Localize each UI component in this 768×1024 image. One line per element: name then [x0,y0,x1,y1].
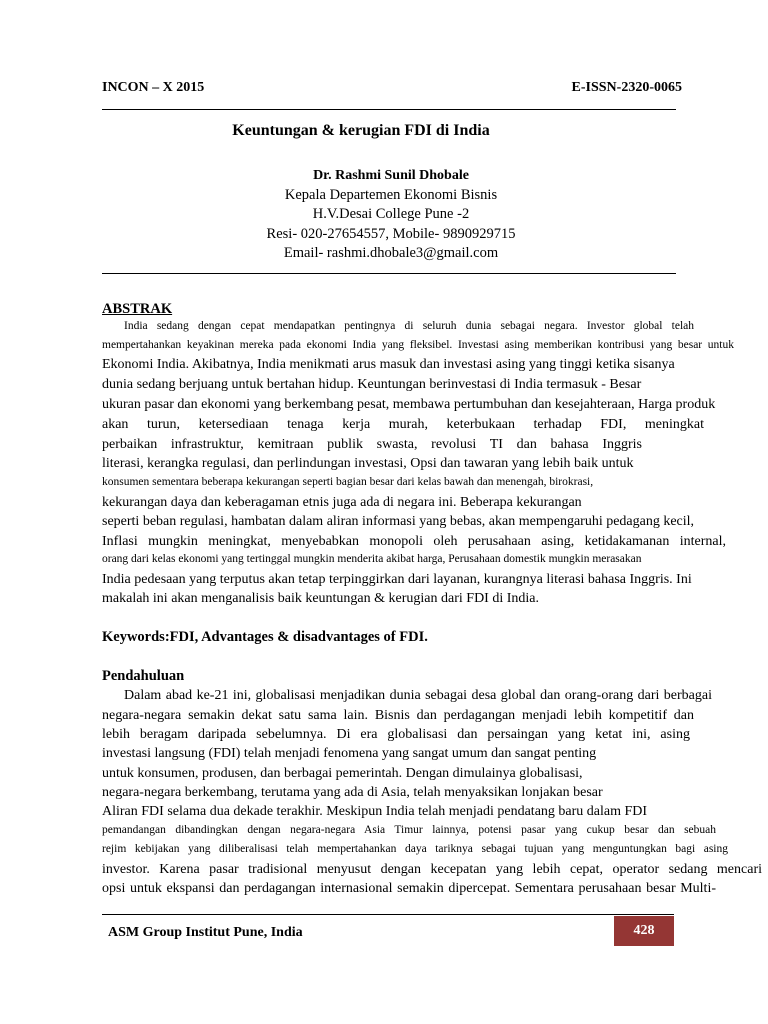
abstract-line: mempertahankan keyakinan mereka pada ekonomi India yang fleksibel. Investasi asing memberikan kontribusi yang besar untuk [102,339,734,351]
abstract-line: literasi, kerangka regulasi, dan perlindungan investasi, Opsi dan tawaran yang lebih baik untuk [102,456,634,471]
header-rule [102,109,676,110]
author-rule [102,273,676,274]
intro-line: negara-negara berkembang, terutama yang ada di Asia, telah menyaksikan lonjakan besar [102,785,603,800]
intro-line: pemandangan dibandingkan dengan negara-negara Asia Timur lainnya, potensi pasar yang cukup besar dan sebuah [102,824,716,836]
intro-line: lebih beragam daripada sebelumnya. Di era globalisasi dan persaingan yang ketat ini, asing [102,727,690,742]
abstract-line: kekurangan daya dan keberagaman etnis juga ada di negara ini. Beberapa kekurangan [102,495,582,510]
abstract-line: perbaikan infrastruktur, kemitraan publik swasta, revolusi TI dan bahasa Inggris [102,437,642,452]
footer-rule [102,914,674,915]
abstract-line: makalah ini akan menganalisis baik keuntungan & kerugian dari FDI di India. [102,591,539,606]
abstract-heading: ABSTRAK [102,301,173,317]
author-institution: H.V.Desai College Pune -2 [312,206,470,222]
abstract-line: Ekonomi India. Akibatnya, India menikmati arus masuk dan investasi asing yang tinggi ketika sisanya [102,357,675,372]
intro-line: investor. Karena pasar tradisional menyusut dengan kecepatan yang lebih cepat, operator sedang mencari [102,862,762,877]
section-heading: Pendahuluan [102,668,185,684]
author-position: Kepala Departemen Ekonomi Bisnis [284,186,498,203]
header-conference: INCON – X 2015 [102,80,205,95]
author-name: Dr. Rashmi Sunil Dhobale [313,168,469,183]
abstract-line: ukuran pasar dan ekonomi yang berkembang pesat, membawa pertumbuhan dan kesejahteraan, Harga produk [102,397,716,412]
intro-line: Dalam abad ke-21 ini, globalisasi menjadikan dunia sebagai desa global dan orang-orang dari berbagai [124,688,712,703]
intro-line: negara-negara semakin dekat satu sama lain. Bisnis dan perdagangan menjadi lebih kompetitif dan [102,708,694,723]
abstract-line: India sedang dengan cepat mendapatkan pentingnya di seluruh dunia sebagai negara. Investor global telah [124,320,694,332]
author-phone: Resi- 020-27654557, Mobile- 9890929715 [266,225,516,242]
author-block [0,166,768,264]
intro-line: opsi untuk ekspansi dan perdagangan internasional semakin dipercepat. Sementara perusahaan besar Multi- [102,881,716,896]
abstract-line: Inflasi mungkin meningkat, menyebabkan monopoli oleh perusahaan asing, ketidakamanan internal, [102,534,726,549]
abstract-line: India pedesaan yang terputus akan tetap terpinggirkan dari layanan, kurangnya literasi bahasa Inggris. Ini [102,572,692,587]
intro-line: Aliran FDI selama dua dekade terakhir. Meskipun India telah menjadi pendatang baru dalam FDI [102,804,648,819]
header-issn: E-ISSN-2320-0065 [571,80,682,95]
author-email: Email- rashmi.dhobale3@gmail.com [283,245,499,261]
abstract-line: akan turun, ketersediaan tenaga kerja murah, keterbukaan terhadap FDI, meningkat [102,417,704,432]
paper-title: Keuntungan & kerugian FDI di India [232,122,490,139]
abstract-line: orang dari kelas ekonomi yang tertinggal mungkin menderita akibat harga, Perusahaan domestik mungkin merasakan [102,553,642,565]
intro-line: untuk konsumen, produsen, dan berbagai pemerintah. Dengan dimulainya globalisasi, [102,766,583,781]
intro-line: rejim kebijakan yang diliberalisasi telah mempertahankan daya tariknya sebagai tujuan yang menguntungkan bagi asing [102,843,728,855]
intro-line: investasi langsung (FDI) telah menjadi fenomena yang sangat umum dan sangat penting [102,746,597,761]
keywords: Keywords:FDI, Advantages & disadvantages of FDI. [102,629,428,645]
abstract-line: seperti beban regulasi, hambatan dalam aliran informasi yang bebas, akan mempengaruhi pedagang kecil, [102,514,695,529]
page-number: 428 [614,916,674,946]
abstract-line: konsumen sementara beberapa kekurangan seperti bagian besar dari kelas bawah dan menengah, birokrasi, [102,476,594,488]
abstract-line: dunia sedang berjuang untuk bertahan hidup. Keuntungan berinvestasi di India termasuk - Besar [102,377,642,392]
footer-institute: ASM Group Institut Pune, India [108,925,303,940]
